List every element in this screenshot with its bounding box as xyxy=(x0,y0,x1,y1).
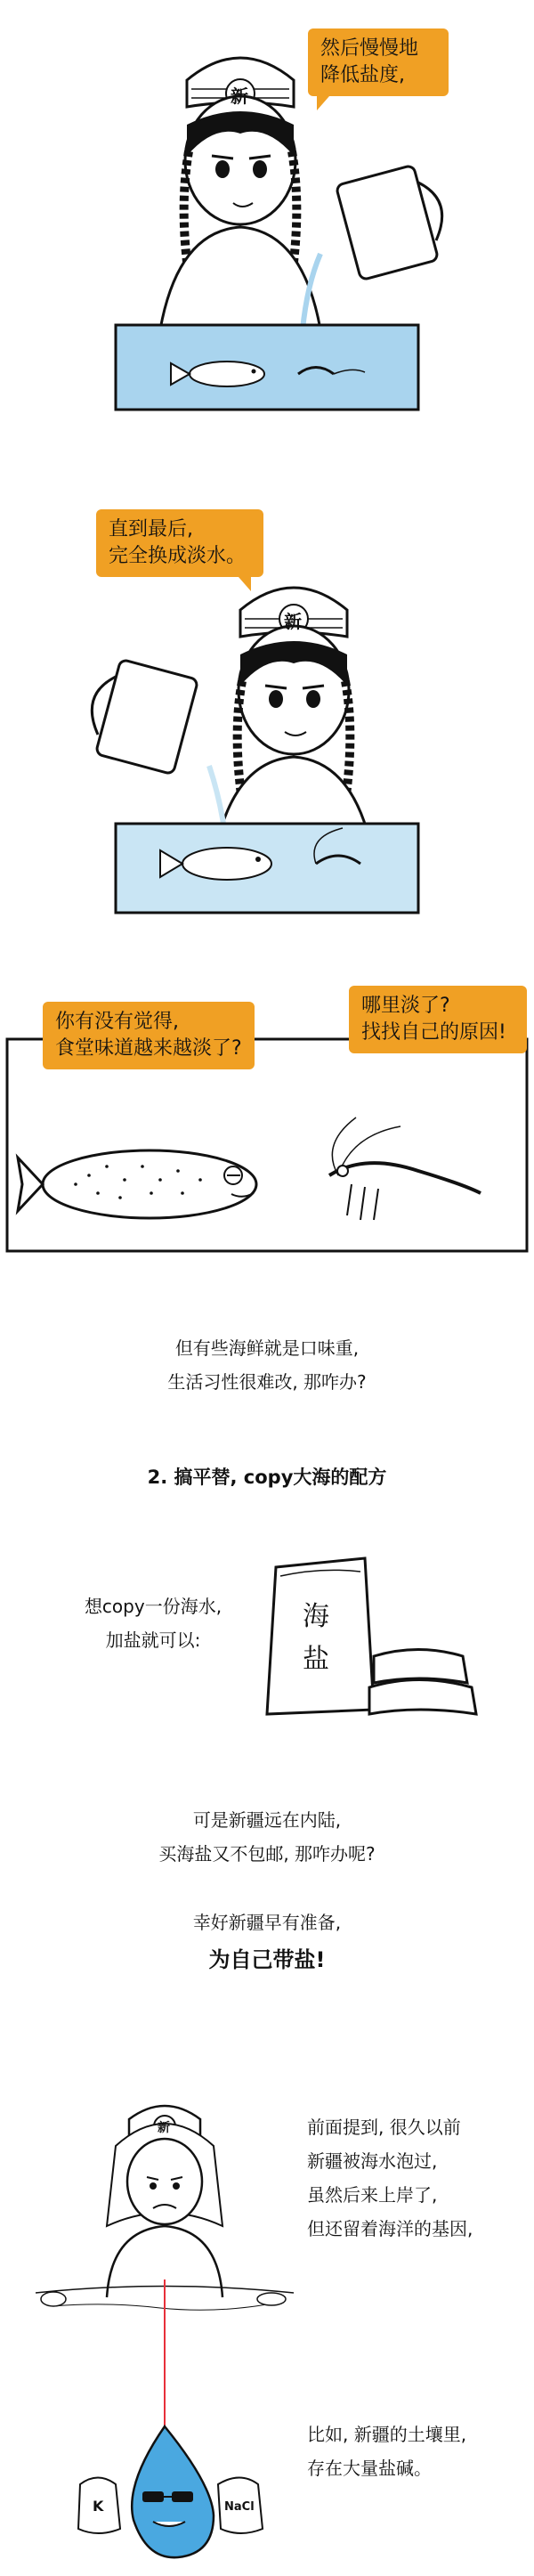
text-line: 幸好新疆早有准备, xyxy=(192,1912,342,1933)
bubble-line: 直到最后, xyxy=(109,518,193,540)
text-line: 但有些海鲜就是口味重, xyxy=(174,1337,360,1359)
text-line: 可是新疆远在内陆, xyxy=(192,1809,342,1831)
bubble-line: 找找自己的原因! xyxy=(361,1021,506,1044)
text-line: 虽然后来上岸了, xyxy=(307,2184,438,2206)
salt-bag-char-2: 盐 xyxy=(303,1644,329,1675)
panel-fish-shrimp-dialog xyxy=(0,995,534,1260)
text-line: 买海盐又不包邮, 那咋办呢? xyxy=(158,1843,376,1865)
text-line: 生活习性很难改, 那咋办? xyxy=(167,1371,367,1393)
text-line: 新疆被海水泡过, xyxy=(307,2150,438,2172)
bubble-line: 食堂味道越来越淡了? xyxy=(55,1037,242,1060)
hat-char: 新 xyxy=(231,85,248,107)
text-line: 存在大量盐碱。 xyxy=(307,2458,432,2479)
section-heading: 2. 搞平替, copy大海的配方 xyxy=(147,1467,387,1488)
text-line-bold: 为自己带盐! xyxy=(208,1947,326,1972)
text-line: 比如, 新疆的土壤里, xyxy=(307,2424,467,2445)
panel-girl-pouring-2 xyxy=(0,499,534,917)
girl-pouring-illustration-1 xyxy=(0,0,534,418)
text-block-2 xyxy=(0,1803,534,1871)
text-line: 前面提到, 很久以前 xyxy=(307,2117,461,2138)
speech-bubble-2 xyxy=(96,509,263,577)
text-block-1 xyxy=(0,1331,534,1399)
hat-char: 新 xyxy=(158,2121,170,2135)
salt-bag-char-1: 海 xyxy=(303,1601,329,1632)
bubble-line: 然后慢慢地 xyxy=(320,37,419,60)
shrimp-speech-bubble xyxy=(349,986,527,1053)
bubble-line: 哪里淡了? xyxy=(361,995,450,1017)
girl-pouring-illustration-2 xyxy=(0,499,534,917)
speech-bubble-1 xyxy=(308,28,449,96)
final-bottom-text xyxy=(307,2418,525,2485)
panel-sea-salt xyxy=(0,1523,534,1736)
text-block-3 xyxy=(0,1906,534,1977)
panel-xinjiang-salt xyxy=(0,2066,534,2576)
text-line: 但还留着海洋的基因, xyxy=(307,2218,473,2239)
panel-girl-pouring-1 xyxy=(0,0,534,418)
bubble-line: 降低盐度, xyxy=(320,64,405,86)
text-line: 想copy一份海水, xyxy=(84,1596,222,1617)
fish-speech-bubble xyxy=(43,1002,255,1069)
bubble-line: 你有没有觉得, xyxy=(55,1011,179,1033)
text-line: 加盐就可以: xyxy=(105,1629,201,1651)
bubble-line: 完全换成淡水。 xyxy=(109,545,247,567)
ion-label-nacl: NaCl xyxy=(224,2500,255,2514)
final-right-text xyxy=(307,2110,525,2246)
salt-bag-illustration xyxy=(0,1523,534,1736)
hat-char: 新 xyxy=(284,611,302,632)
ion-label-k: K xyxy=(93,2498,104,2515)
